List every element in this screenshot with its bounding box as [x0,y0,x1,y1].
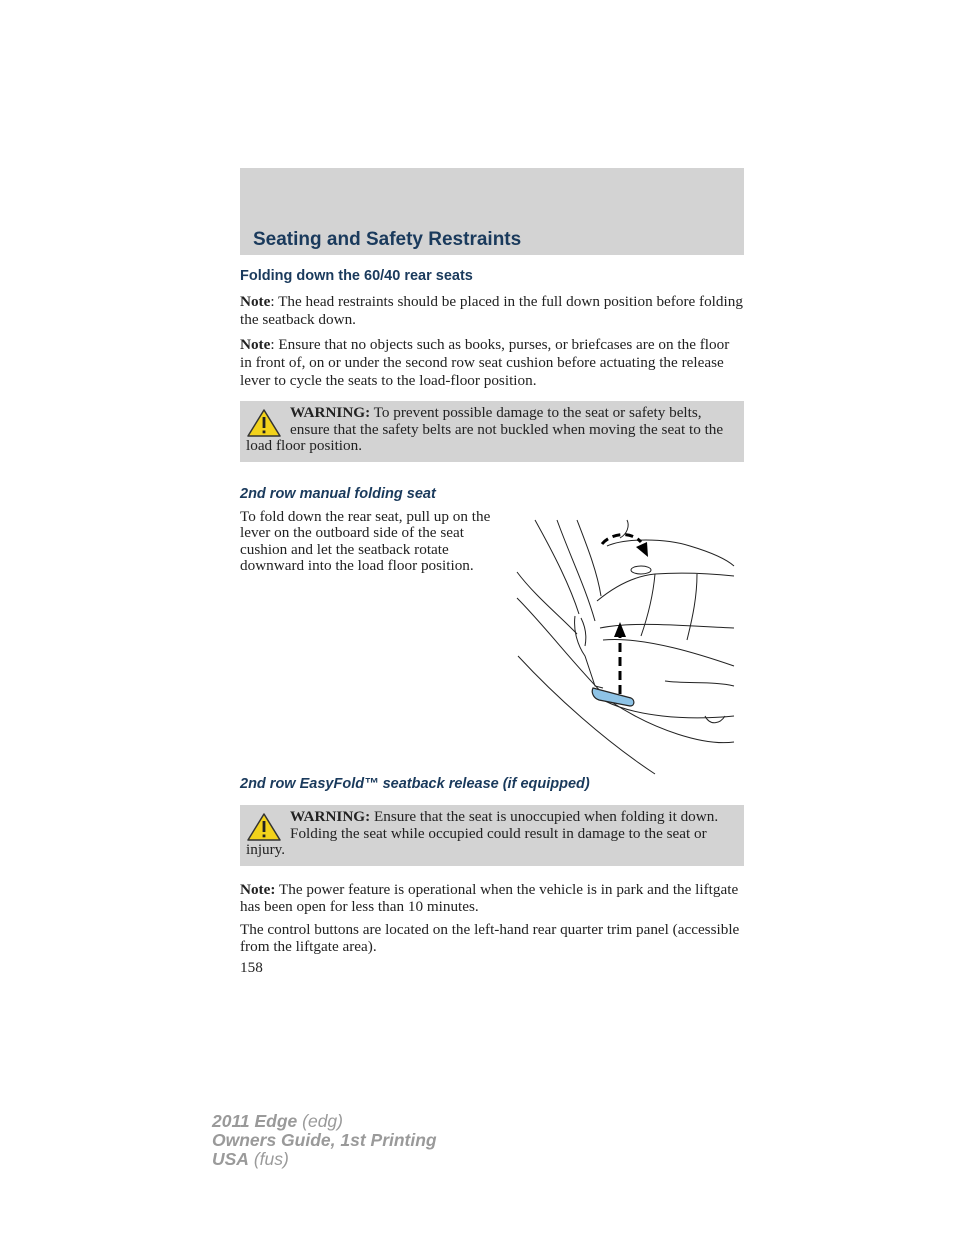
footer-market-code: (fus) [248,1149,289,1169]
footer-guide: Owners Guide, 1st Printing [212,1130,437,1150]
note-text: The power feature is operational when the vehicle is in park and the liftgate has been open for less than 10 minutes. [240,881,739,915]
note-power-feature [240,882,744,916]
warning-triangle-icon [246,812,282,842]
footer-line-guide [212,1131,437,1150]
note-objects [240,336,744,391]
note-label: Note: [240,881,276,898]
control-buttons-body: The control buttons are located on the left-hand rear quarter trim panel (accessible from the liftgate area). [240,921,740,955]
warning-box-unoccupied [240,805,744,866]
warning-text: Ensure that the seat is unoccupied when folding it down. Folding the seat while occupied could result in damage to the seat or injury. [246,808,719,859]
warning-label: WARNING: [290,808,371,825]
footer-model-code: (edg) [297,1111,343,1131]
manual-folding-body: To fold down the rear seat, pull up on the lever on the outboard side of the seat cushion and let the seatback rotate downward into the load floor position. [240,508,491,575]
note-head-restraints [240,293,744,329]
folding-heading: Folding down the 60/40 rear seats [240,268,473,284]
footer-line-model [212,1112,437,1131]
warning-label: WARNING: [290,404,371,421]
note-label: Note [240,336,271,353]
warning-triangle-icon [246,408,282,438]
easyfold-heading: 2nd row EasyFold™ seatback release (if equipped) [240,776,590,792]
seat-folding-illustration [515,516,737,778]
page-number: 158 [240,959,263,976]
note-text: : The head restraints should be placed in the full down position before folding the seatback down. [240,293,743,329]
footer-line-market [212,1150,437,1169]
manual-folding-heading: 2nd row manual folding seat [240,486,436,502]
warning-text: To prevent possible damage to the seat or safety belts, ensure that the safety belts are not buckled when moving the seat to the load floor position. [246,404,724,455]
note-label: Note [240,293,271,310]
footer-model: 2011 Edge [212,1111,298,1131]
footer-market: USA [212,1149,249,1169]
note-text: : Ensure that no objects such as books, purses, or briefcases are on the floor in front of, on or under the second row seat cushion before actuating the release lever to cycle the seats to the load-floor position. [240,336,730,390]
print-footer [212,1112,437,1169]
warning-box-seatbelts [240,401,744,462]
section-title: Seating and Safety Restraints [253,229,522,250]
section-header-band [240,168,744,255]
